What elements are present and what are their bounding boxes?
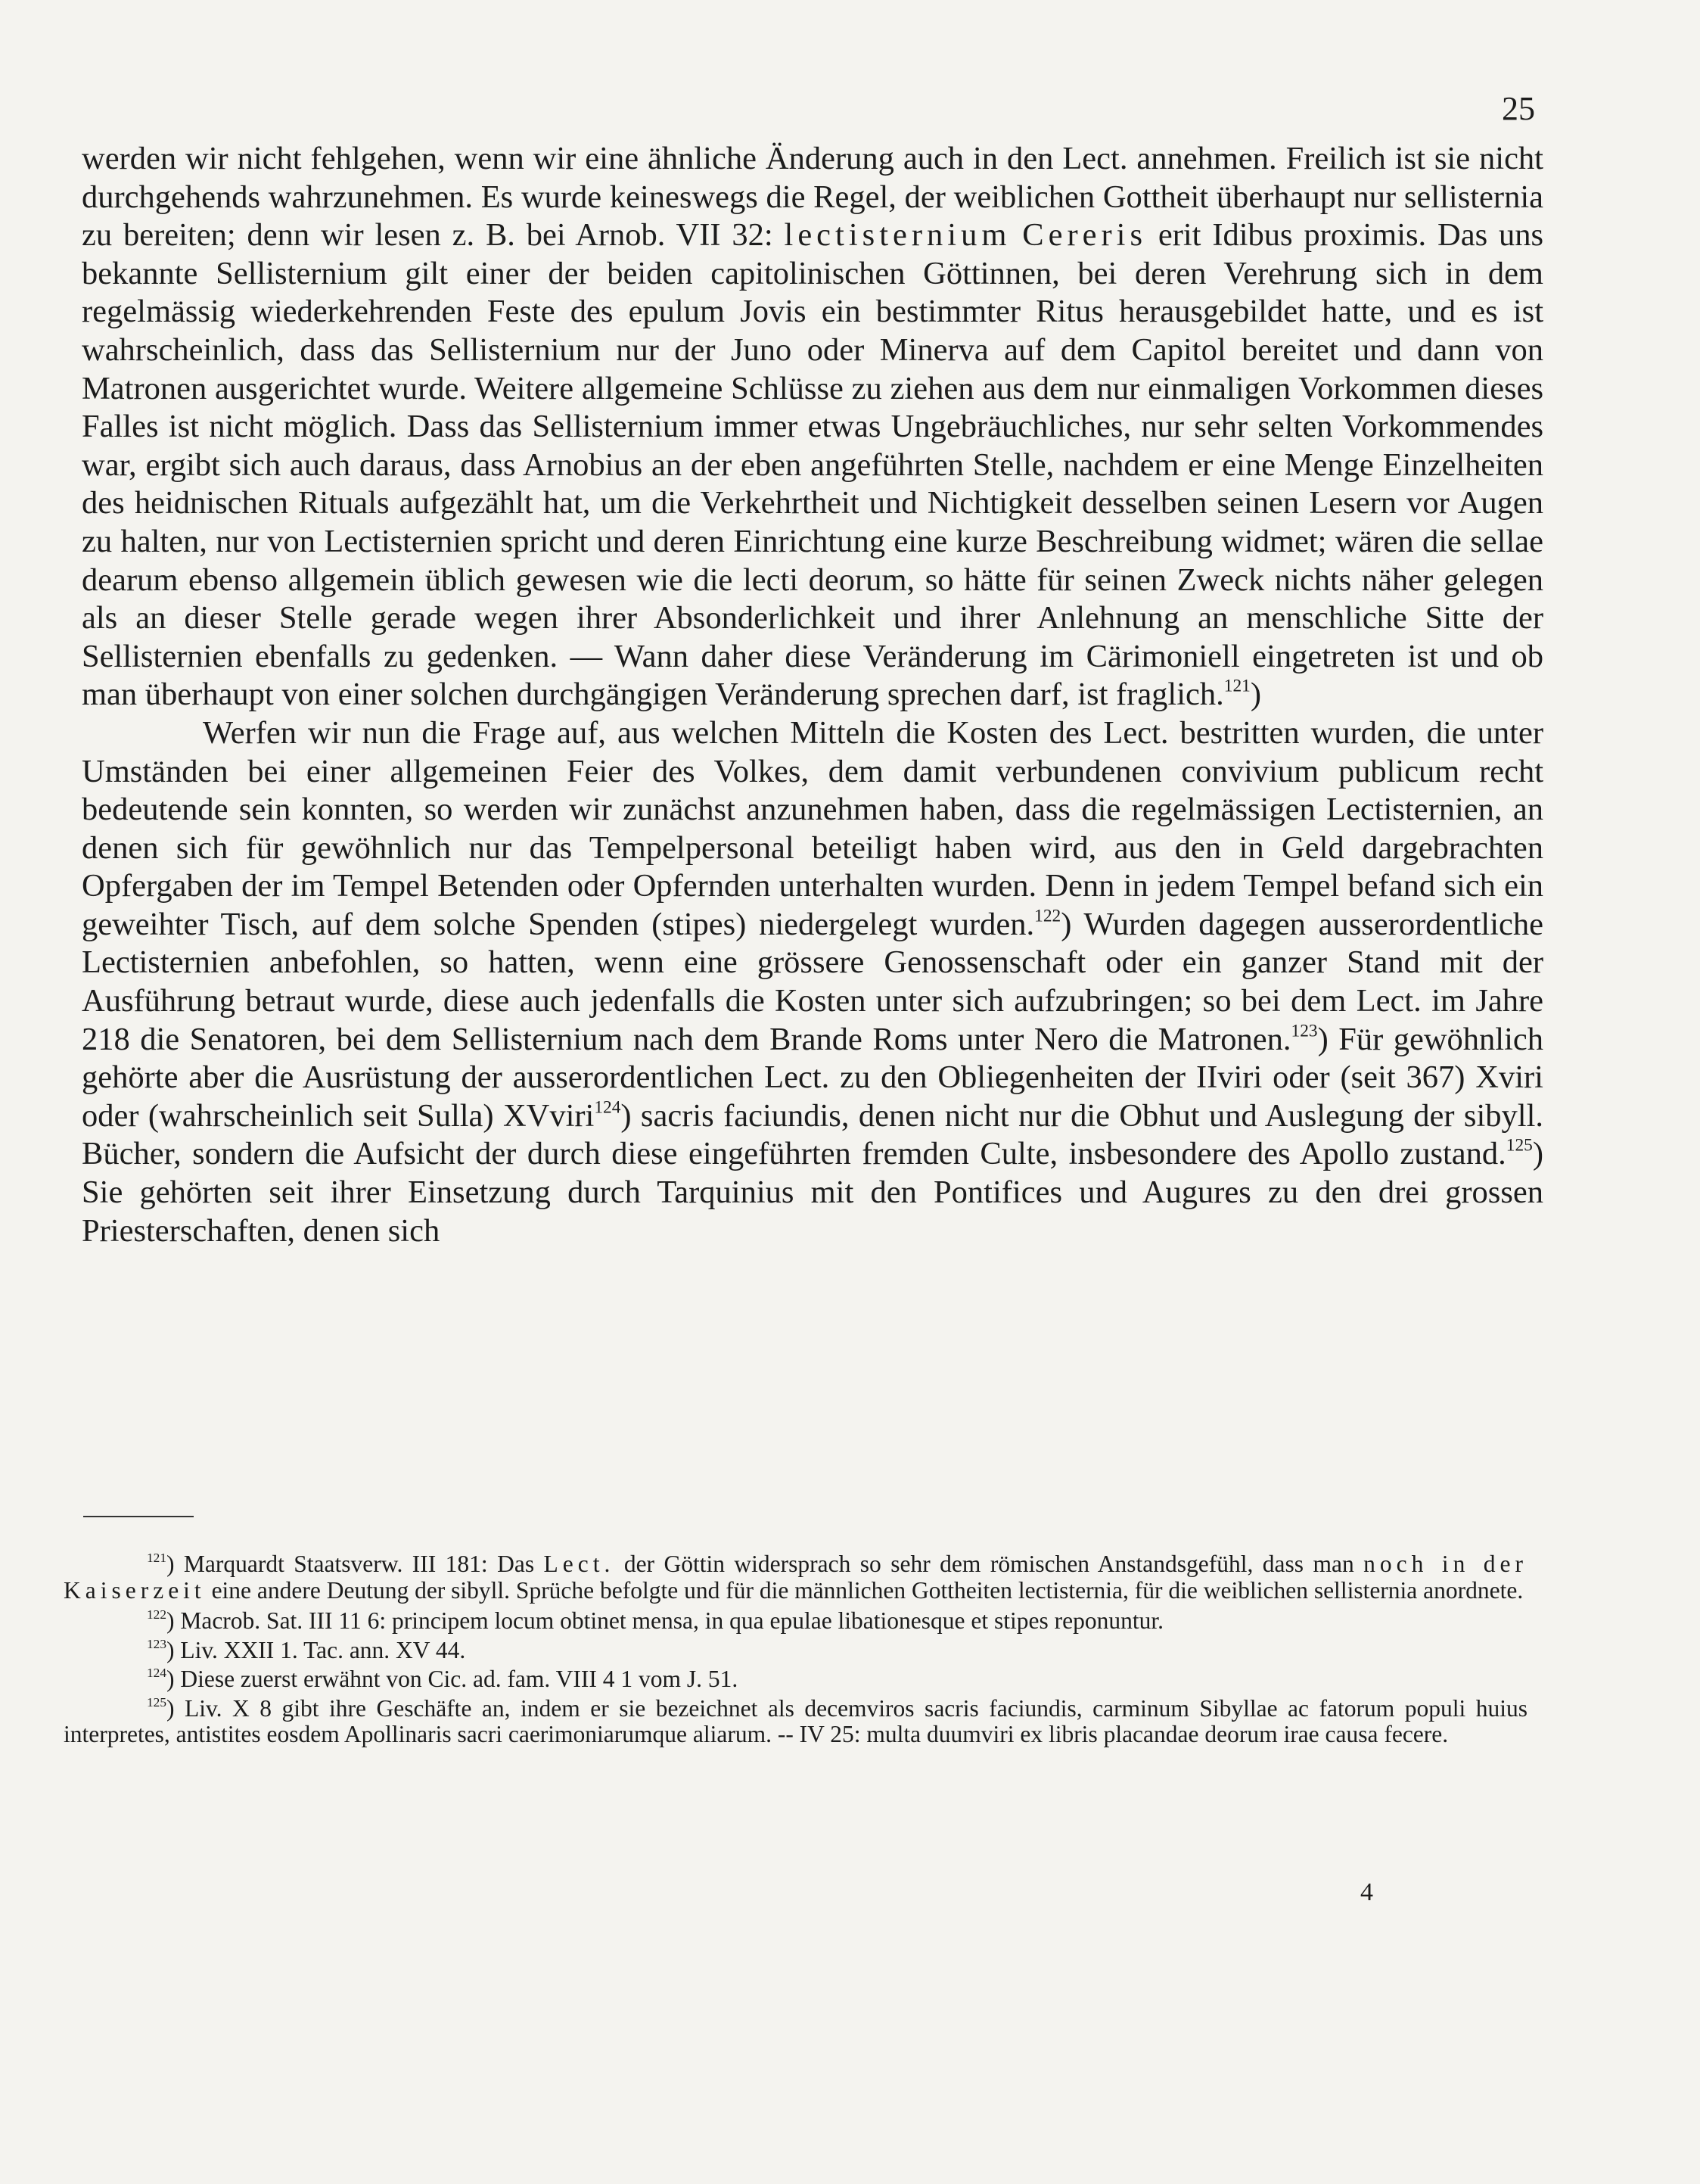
footnote-number: 121 [147,1551,166,1566]
p1-text-a: werden wir nicht fehlgehen, wenn wir eine ähnliche Änderung auch in den Lect. annehmen. Freilich ist sie nicht durchgehends wahrzunehmen. Es wurde keineswegs die Regel, der weiblichen Gottheit überhaupt nur sellisternia zu bereiten; denn wir lesen z. B. bei Arnob. VII 32: [82,141,1543,254]
footnote-ref-122: 122 [1034,906,1061,926]
p2-text-e: ) Sie gehörten seit ihrer Einsetzung durch Tarquinius mit den Pontifices und Augures zu den drei grossen Priesterschaften, denen sich [82,1136,1543,1249]
footnote-125 [64,1696,1528,1748]
footnote-text: ) Diese zuerst erwähnt von Cic. ad. fam. VIII 4 1 vom J. 51. [166,1666,738,1692]
footnote-spaced-text: noch in der Kaiserzeit [64,1551,1528,1604]
p2-text-a: Werfen wir nun die Frage auf, aus welchen Mitteln die Kosten des Lect. bestritten wurden, die unter Umständen bei einer allgemeinen Feier des Volkes, dem damit verbundenen convivium publicum recht bedeutende sein konnten, so werden wir zunächst anzunehmen haben, dass die regelmässigen Lectisternien, an denen sich für gewöhnlich nur das Tempelpersonal beteiligt haben wird, aus den in Geld dargebrachten Opfergaben der im Tempel Betenden oder Opfernden unterhalten wurden. Denn in jedem Tempel befand sich ein geweihter Tisch, auf dem solche Spenden (stipes) niedergelegt wurden. [82,714,1543,942]
footnote-number: 125 [147,1694,166,1710]
main-text [82,140,1543,1250]
footnote-text: ) Macrob. Sat. III 11 6: principem locum obtinet mensa, in qua epulae libationesque et stipes reponuntur. [166,1607,1164,1634]
paragraph-1 [82,140,1543,714]
footnote-number: 122 [147,1607,166,1622]
footnote-text: ) Marquardt Staatsverw. III 181: Das [166,1551,544,1577]
footnote-number: 124 [147,1666,166,1681]
footnote-121 [64,1551,1528,1604]
p1-spaced-cereris: Cereris [1022,217,1147,254]
paragraph-2 [82,714,1543,1250]
p1-text-c: ) [1250,677,1261,713]
p1-text-b: erit Idibus proximis. Das uns bekannte Sellisternium gilt einer der beiden capitolinischen Göttinnen, bei deren Verehrung sich in dem regelmässig wiederkehrenden Feste des epulum Jovis ein bestimmter Ritus herausgebildet hatte, und es ist wahrscheinlich, dass das Sellisternium nur der Juno oder Minerva auf dem Capitol bereitet und dann von Matronen ausgerichtet wurde. Weitere allgemeine Schlüsse zu ziehen aus dem nur einmaligen Vorkommen dieses Falles ist nicht möglich. Dass das Sellisternium immer etwas Ungebräuchliches, nur sehr selten Vorkommendes war, ergibt sich auch daraus, dass Arnobius an der eben angeführten Stelle, nachdem er eine Menge Einzelheiten des heidnischen Rituals aufgezählt hat, um die Verkehrtheit und Nichtigkeit desselben seinen Lesern vor Augen zu halten, nur von Lectisternien spricht und deren Einrichtung eine kurze Beschreibung widmet; wären die sellae dearum ebenso allgemein üblich gewesen wie die lecti deorum, so hätte für seinen Zweck nichts näher gelegen als an dieser Stelle gerade wegen ihrer Absonderlichkeit und ihrer Anlehnung an menschliche Sitte der Sellisternien ebenfalls zu gedenken. — Wann daher diese Veränderung im Cärimoniell eingetreten ist und ob man überhaupt von einer solchen durchgängigen Veränderung sprechen darf, ist fraglich. [82,217,1544,713]
p2-text-c: ) Für gewöhnlich gehörte aber die Ausrüstung der ausserordentlichen Lect. zu den Obliegenheiten der IIviri oder (seit 367) Xviri oder (wahrscheinlich seit Sulla) XVviri [82,1021,1544,1134]
footnote-123 [64,1638,1528,1664]
footnote-ref-121: 121 [1223,676,1251,696]
footnote-divider [83,1516,194,1517]
p2-text-d: ) sacris faciundis, denen nicht nur die Obhut und Auslegung der sibyll. Bücher, sondern die Aufsicht der durch diese eingeführten fremden Culte, insbesondere des Apollo zustand. [82,1097,1543,1172]
footnote-124 [64,1666,1528,1693]
footnote-ref-125: 125 [1506,1135,1533,1156]
footnote-ref-124: 124 [594,1097,621,1118]
footnotes [64,1551,1528,1748]
page-number: 25 [1502,90,1535,127]
footnote-122 [64,1608,1528,1635]
footnote-text: ) Liv. X 8 gibt ihre Geschäfte an, indem er sie bezeichnet als decemviros sacris faciundis, carminum Sibyllae ac fatorum populi huius interpretes, antistites eosdem Apollinaris sacri caerimoniarumque aliarum. -- IV 25: multa duumviri ex libris placandae deorum irae causa fecere. [64,1694,1528,1747]
footnote-text: eine andere Deutung der sibyll. Sprüche befolgte und für die männlichen Gottheiten lectisternia, für die weiblichen sellisternia anordnete. [205,1576,1524,1604]
signature-mark: 4 [1360,1878,1373,1906]
footnote-spaced-text: Lect. [543,1551,615,1577]
footnote-number: 123 [147,1636,166,1651]
footnote-text: der Göttin widersprach so sehr dem römischen Anstandsgefühl, dass man [614,1551,1364,1577]
p1-space [1011,217,1022,253]
footnote-ref-123: 123 [1291,1021,1318,1041]
p2-text-b: ) Wurden dagegen ausserordentliche Lectisternien anbefohlen, so hatten, wenn eine grössere Genossenschaft oder ein ganzer Stand mit der Ausführung betraut wurde, diese auch jedenfalls die Kosten unter sich aufzubringen; so bei dem Lect. im Jahre 218 die Senatoren, bei dem Sellisternium nach dem Brande Roms unter Nero die Matronen. [82,906,1543,1057]
p1-spaced-lectisternium: lectisternium [784,217,1012,254]
footnote-text: ) Liv. XXII 1. Tac. ann. XV 44. [166,1636,466,1663]
